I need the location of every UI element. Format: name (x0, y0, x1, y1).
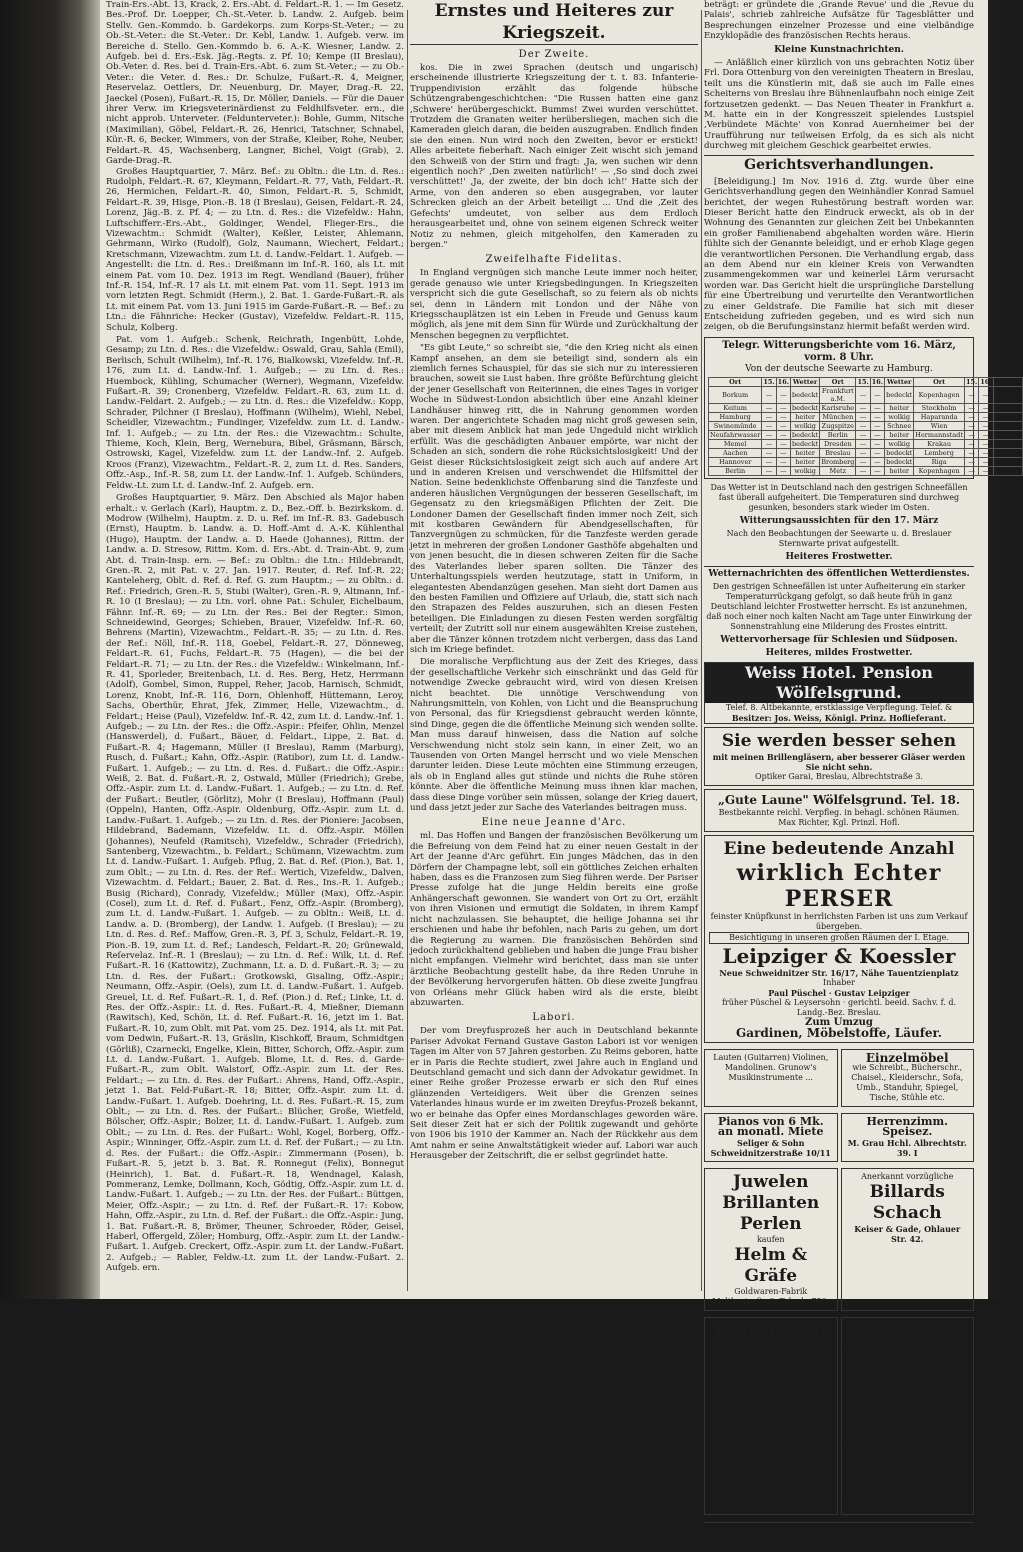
ad-billards-1: Anerkannt vorzügliche (861, 1171, 954, 1181)
weather-cell: bedeckt (994, 421, 1021, 430)
weather-cell: — (776, 466, 790, 475)
ad-einzelmoebel (841, 1049, 975, 1107)
weather-cell: — (856, 421, 870, 430)
weather-cell: Kopenhagen (914, 466, 965, 475)
ad-perser-line-3: feinster Knüpfkunst in herrlichsten Farben ist uns zum Verkauf übergeben. (710, 911, 968, 931)
weather-cell: — (762, 430, 776, 439)
weather-cell: — (870, 457, 884, 466)
column-rule-1 (407, 10, 408, 1291)
forecast-text: Heiteres Frostwetter. (785, 552, 893, 563)
weather-row (709, 403, 1023, 412)
ad-perser-line-1: Eine bedeutende Anzahl (723, 838, 955, 859)
weather-header: Wetter (993, 377, 1022, 386)
weather-header: Ort (709, 377, 762, 386)
weather-row (709, 466, 1023, 475)
weather-cell: Karlsruhe (821, 403, 855, 412)
weather-cell: — (964, 412, 978, 421)
ad-leipziger-goods: Gardinen, Möbelstoffe, Läufer. (736, 1026, 942, 1041)
weather-cell: — (979, 403, 993, 412)
weather-summary: Das Wetter ist in Deutschland nach den gestrigen Schneefällen fast überall aufgeheitert. Die Temperaturen sind durchweg gesunken, besonders stark wieder im Osten. (710, 482, 968, 512)
ad-piano (704, 1113, 838, 1162)
ad-herrenzimmer (841, 1113, 975, 1162)
ad-konkurs (841, 1317, 975, 1515)
weather-cell: — (776, 412, 790, 421)
weather-cell: heiter (885, 466, 914, 475)
ad-leipziger-title: Leipziger & Koessler (722, 943, 956, 968)
ad-haut-3: Dr. Cochs Kühlsalbe (739, 1359, 802, 1384)
weather-table-header (709, 377, 1023, 386)
ad-jewels-4: kaufen (756, 1234, 785, 1244)
ad-einzelmoebel-title: Einzelmöbel (865, 1050, 949, 1065)
column-military-promotions (106, 0, 404, 1276)
weather-cell: Dresden (820, 439, 856, 448)
weather-cell: heiter (790, 448, 819, 457)
ad-haut-2: (auch bei heilenden Wunden) verschwindet sofort durch (711, 1341, 831, 1361)
weather-cell: heiter (885, 403, 914, 412)
promotions-paragraph-2: Großes Hauptquartier, 7. März. Bef.: zu Obltn.: die Ltn. d. Res.: Rudolph, Feldart.-R. 67, Kleymann, Feldart.-R. 77, Vath, Feldart.-R. 26, Hermichen, Feldart.-R. 40, Simon, Feldart.-R. 5, Schmidt, Feldart.-R. 39, Hisge, Pion.-B. 18 (I Breslau), Geisen, Feldart.-R. 24, Lorenz, Jäg.-B. z. Pf. 4; — zu Ltn. d. Res.: die Vizefeldw.: Hahn, Luftschifferr.-Ers.-Abt., Goldinger, Wendel, Flieger-Ers., die Vizewachtm.: Schmidt (Walter), Keßler, Leister, Ahlemann, Gehrmann, Wirko (Rudolf), Golz, Naumann, Wiechert, Feldart.; Kretschmann, Vizewachtm. zum Lt. d. Landw.-Feldart. 1. Aufgeb. — Angestellt: die Ltn. d. Res.: Dreißmann im Inf.-R. 160, als Lt. mit einem Pat. vom 10. Dez. 1913 im Regt. Wendland (Bauer), früher Inf.-R. 154, Inf.-R. 17 als Lt. mit einem Pat. vom 11. Sept. 1913 im vorn letzten Regt. Schmidt (Herm.), 2. Bat. 1. Garde-Fußart.-R. als Lt. mit einem Pat. vom 13. Juni 1915 im Garde-Fußart.-R. — Bef.: zu Ltn.: die Fähnriche: Hecker (Gustav), Vizefeldw. Feldart.-R. 115, Schulz, Kolberg. (106, 166, 404, 333)
ad-jewels-1: Juwelen (733, 1171, 809, 1192)
column-news-ads (704, 0, 1021, 1552)
weather-cell: heiter (993, 430, 1022, 439)
ad-gute-laune (704, 789, 974, 832)
weather-cell: — (964, 430, 978, 439)
weather-cell: Borkum (709, 386, 762, 403)
weather-header: 15. (965, 377, 978, 386)
weather-cell: Stockholm (914, 403, 965, 412)
ad-jewels (704, 1168, 838, 1311)
weather-cell: — (776, 439, 790, 448)
ad-jewels-6: Goldwaren-Fabrik Moltkestraße 6. Teleph. 750. (712, 1286, 830, 1306)
ad-haut-5: sofort Erleichterung. Topf M. 2.—, Tube M. 1.50. (711, 1392, 831, 1412)
weather-service-text: Den gestrigen Schneefällen ist unter Aufheiterung ein starker Temperaturrückgang gefolgt, so daß heute früh in ganz Deutschland leichter Frostwetter herrscht. Es ist anzunehmen, daß noch einer noch kalten Nacht am Tage unter Einwirkung der Sonnenstrahlung eine Milderung des Frostes eintritt. (706, 582, 972, 631)
labori-continuation: beträgt: er gründete die ‚Grande Revue' und die ‚Revue du Palais', schrieb zahlreiche Aufsätze für Tagesblätter und Besprechungen einzelner Prozesse und eine vielbändige Enzyklopädie des französischen Rechts heraus. (704, 0, 974, 42)
weather-cell: — (856, 457, 870, 466)
weather-cell: Riga (914, 457, 965, 466)
weather-cell: — (979, 412, 993, 421)
ad-haut-4: (Antipruritil) (744, 1382, 797, 1392)
ad-hotel (704, 662, 974, 724)
weather-row (709, 386, 1023, 403)
weather-cell: — (979, 430, 993, 439)
weather-cell: Wien (914, 421, 965, 430)
weather-cell: Berlin (709, 466, 762, 475)
weather-header: 16. (871, 377, 884, 386)
weather-cell: — (964, 421, 978, 430)
forecast-source: Nach den Beobachtungen der Seewarte u. d. Breslauer Sternwarte privat aufgestellt. (726, 529, 952, 549)
article-title-fidelitas: Zweifelhafte Fidelitas. (485, 254, 623, 266)
weather-service-region: Wettervorhersage für Schlesien und Südposen. (720, 635, 958, 645)
weather-cell: — (762, 412, 776, 421)
ad-row-3 (704, 1165, 974, 1314)
weather-cell: Schnee (885, 421, 914, 430)
weather-cell: Frankfurt a.M. (820, 386, 856, 403)
ad-lauten: Lauten (Guitarren) Violinen, Mandolinen. Grunow's Musikinstrumente ... (704, 1049, 838, 1107)
weather-cell: — (964, 466, 978, 475)
weather-row (709, 457, 1023, 466)
weather-cell: bedeckt (885, 386, 914, 403)
weather-cell: bedeckt (994, 439, 1021, 448)
weather-cell: — (856, 466, 870, 475)
weather-cell: — (870, 430, 884, 439)
ad-optician-title: Sie werden besser sehen (721, 730, 957, 751)
article-title-der-zweite: Der Zweite. (518, 49, 590, 60)
weather-cell: Aachen (709, 448, 762, 457)
ad-gute-laune-text: Bestbekannte reichl. Verpfleg. in behagl. schönen Räumen. Max Richter, Kgl. Prinzl. Hofl. (718, 807, 960, 827)
ad-billards-3: Schach (872, 1202, 942, 1223)
weather-cell: — (776, 421, 790, 430)
weather-cell: Kopenhagen (914, 386, 965, 403)
weather-cell: — (979, 386, 993, 403)
ad-hotel-title: Weiss Hotel. Pension Wölfelsgrund. (705, 663, 973, 703)
weather-cell: — (856, 403, 870, 412)
weather-cell: bedeckt (993, 386, 1022, 403)
ad-konkurs-title: Konkursverfahren. (865, 1320, 950, 1331)
ad-leipziger-owner-label: Inhaber (823, 977, 855, 987)
weather-cell: wolkig (790, 421, 819, 430)
forecast-title: Witterungsaussichten für den 17. März (739, 515, 939, 526)
column-feuilleton (410, 0, 698, 1164)
ad-leipziger-koessler (704, 835, 974, 1043)
weather-cell: München (820, 412, 856, 421)
weather-cell: Swinemünde (709, 421, 762, 430)
weather-cell: — (870, 403, 884, 412)
art-notes-text: — Anläßlich einer kürzlich von uns gebrachten Notiz über Frl. Dora Ottenburg von den vereinigten Theatern in Breslau, teilt uns die Künstlerin mit, daß sie auch im Falle eines Scheiterns von Breslau ihre Bühnenlaufbahn noch einige Zeit fortzusetzen gedenkt. — Das Neuen Theater in Frankfurt a. M. hatte ein in der Kongresszeit spielendes Lustspiel ‚Verbündete Mächte' von Konrad Auernheimer bei der Uraufführung nur teilweisen Erfolg, da es sich als nicht durchweg mit gleichem Geschick gearbeitet erwies. (704, 58, 974, 152)
weather-cell: — (776, 430, 790, 439)
weather-cell: — (870, 386, 884, 403)
article-der-zweite-text: kos. Die in zwei Sprachen (deutsch und ungarisch) erscheinende illustrierte Kriegszeitung der t. t. 83. Infanterie-Truppendivision erzählt das folgende hübsche Schützengrabengeschichtchen: "Die Russen hatten eine ganz ‚Schwere' herübergeschickt. Bumms! Zwei wurden verschüttet. Trotzdem die Granaten weiter herübersliegen, machen sich die Kameraden gleich daran, die beiden auszugraben. Endlich finden sie den einen. Nun wird noch den Zweiten, bevor er erstickt! Alles arbeitete fieberhaft. Nach einiger Zeit wischt sich jemand den Schweiß von der Stirn und fragt: ‚Ja, wen suchen wir denn eigentlich noch?' ‚Den zweiten natürlich!' — ‚So sind doch zwei verschüttet!' ‚Ja, der zweite, der bin doch ich!' Hatte sich der Arme, von den anderen so eben ausgegraben, vor lauter Schrecken gleich an der Arbeit beteiligt ... Und die ‚Zeit des Gefechts' umdeutet, von selber aus dem Erdloch herausgearbeitet und, ohne von seinem eigenen Schreck weiter Notiz zu nehmen, gleich mitgeholfen, den Kameraden zu bergen." (410, 63, 698, 250)
court-text: [Beleidigung.] Im Nov. 1916 d. Ztg. wurde über eine Gerichtsverhandlung gegen den Weinhändler Konrad Samuel berichtet, der wegen Ruhestörung bestraft worden war. Dieser Bericht hatte den Eindruck erweckt, als ob in der Wohnung des Genannten zur gleichen Zeit bei Unbekannten ein großer Familienabend abgehalten worden wäre. Hierin fühlte sich der Genannte beleidigt, und er erhob Klage gegen die verantwortlichen Personen. Die Verhandlung ergab, dass an dem Abend nur ein kleiner Kreis von Verwandten zusammengekommen war und keinerlei Lärm verursacht worden war. Das Gericht hielt die ursprüngliche Darstellung für eine Übertreibung und verurteilte den Verantwortlichen zu einer Geldstrafe. Die Familie hat sich mit dieser Entscheidung zufrieden gegeben, und es wird sich nun zeigen, ob die Berufungsinstanz hiermit befaßt werden wird. (704, 176, 974, 333)
weather-cell: wolkig (885, 412, 914, 421)
weather-row (709, 421, 1023, 430)
weather-cell: wolkig (885, 439, 914, 448)
ad-hotel-line: Telef. 8. Altbekannte, erstklassige Verpflegung. Telef. & (725, 702, 953, 712)
ad-leipziger-owners: Paul Püschel · Gustav Leipziger (768, 987, 910, 998)
ad-row-4 (704, 1314, 974, 1518)
ad-row-2 (704, 1110, 974, 1165)
article-title-jeanne-darc: Eine neue Jeanne d'Arc. (481, 817, 627, 829)
weather-cell: — (870, 412, 884, 421)
weather-cell: — (964, 386, 978, 403)
ad-piano-firm: Seliger & Sohn Schweidnitzerstraße 10/11 (710, 1137, 831, 1158)
weather-cell: Berlin (820, 430, 856, 439)
weather-cell: Haparanda (914, 412, 965, 421)
weather-cell: — (856, 386, 870, 403)
weather-cell: — (762, 403, 776, 412)
weather-row (709, 430, 1023, 439)
weather-cell: — (979, 439, 993, 448)
ad-gute-laune-title: „Gute Laune" Wölfelsgrund. Tel. 18. (717, 792, 960, 807)
weather-cell: Memel (709, 439, 762, 448)
article-title-labori: Labori. (532, 1012, 576, 1024)
weather-header: 16. (980, 377, 992, 386)
art-notes-title: Kleine Kunstnachrichten. (774, 44, 904, 55)
weather-row (709, 439, 1023, 448)
weather-cell: Neufahrwasser (710, 430, 761, 439)
weather-cell: — (776, 403, 790, 412)
weather-cell: bedeckt (994, 448, 1021, 457)
weather-cell: — (776, 457, 790, 466)
weather-header: Ort (914, 377, 965, 386)
weather-cell: — (870, 439, 884, 448)
weather-cell: — (856, 412, 870, 421)
weather-service-title: Wetternachrichten des öffentlichen Wetterdienstes. (704, 566, 974, 579)
ad-billards-2: Billards (869, 1181, 945, 1202)
ad-optician (704, 727, 974, 786)
weather-header: Wetter (885, 377, 914, 386)
weather-cell: — (870, 421, 884, 430)
weather-cell: — (979, 421, 993, 430)
ad-leipziger-address: Neue Schweidnitzer Str. 16/17, Nähe Tauentzienplatz (719, 967, 959, 978)
weather-cell: — (964, 448, 978, 457)
ad-optician-text: mit meinen Brillengläsern, aber besserer Gläser werden Sie nicht sehn. (712, 751, 966, 772)
weather-cell: — (776, 448, 790, 457)
weather-header: 15. (763, 377, 775, 386)
weather-service-forecast: Heiteres, mildes Frostwetter. (765, 648, 913, 659)
ad-jewels-2: Brillanten (722, 1192, 820, 1213)
ad-jewels-5: Helm & Gräfe (734, 1244, 808, 1286)
court-section-title: Gerichtsverhandlungen. (704, 155, 974, 174)
ad-leipziger-move: Zum Umzug (805, 1016, 873, 1028)
weather-cell: Hamburg (709, 412, 762, 421)
weather-cell: — (964, 439, 978, 448)
weather-cell: bedeckt (994, 457, 1021, 466)
ad-einzelmoebel-text: wie Schreibt., Bücherschr., Chaisel., Kleiderschr., Sofa, Umb., Standuhr, Spiegel, Tische, Stühle etc. (851, 1063, 964, 1103)
weather-cell: — (979, 466, 993, 475)
imprint: Verantwortlich für den politischen Teil: C. R. Richard Doemisch, für den provinziellen und den lokalen Teil: Dr. Franz Bauer, für den Anzeigenteil: W. Kröber. — Druck von Wilh. Gottl. Korn in Breslau. (704, 1522, 974, 1552)
weather-cell: — (979, 457, 993, 466)
ad-herrenzimmer-address: M. Grau Hchl. Albrechtstr. 39. I (847, 1137, 967, 1158)
ad-haut-6: Ratsmonstraapotheke Ring 44. (715, 1412, 827, 1432)
weather-cell: — (856, 439, 870, 448)
ad-optician-address: Optiker Garai, Breslau, Albrechtstraße 3. (755, 771, 923, 781)
weather-cell: Hannover (709, 457, 762, 466)
weather-cell: Breslau (820, 448, 856, 457)
article-labori-text: Der vom Dreyfusprozeß her auch in Deutschland bekannte Pariser Advokat Fernand Gustave Gaston Labori ist vor wenigen Tagen im Alter von 57 Jahren gestorben. Zu Reims geboren, hatte er in Paris die Rechte studiert, zwei Jahre auch in England und Deutschland gemacht und sich dann der Advokatur gewidmet. In einer Reihe großer Prozesse erwarb er sich den Ruf eines glänzenden Verteidigers. Weit über die Grenzen seines Vaterlandes hinaus wurde er im zweiten Dreyfus-Prozeß bekannt, wo er beinahe das Opfer eines Mordanschlages geworden wäre. Seit dieser Zeit hat er sich der Politik zugewandt und gehörte von 1906 bis 1910 der Kammer an. Nach der Rückkehr aus dem Amt nahm er seine Anwaltstätigkeit wieder auf. Labori war auch Herausgeber der Zeitschrift, die er selbst gegründet hatte. (410, 1026, 698, 1162)
weather-cell: Hermannstadt (915, 430, 963, 439)
weather-header: 15. (857, 377, 869, 386)
article-jeanne-darc-text: ml. Das Hoffen und Bangen der französischen Bevölkerung um die Befreiung von dem Feind hat zu einer neuen Gestalt in der Art der Jeanne d'Arc geführt. Ein junges Mädchen, das in den Dörfern der Champagne lebt, soll ein göttliches Zeichen erhalten haben, dass es die Franzosen zum Sieg führen werde. Der Pariser Presse zufolge hat die junge Heldin bereits eine große Anhängerschaft gewonnen. Sie wandert von Ort zu Ort, erzählt von ihren Visionen und ermutigt die Soldaten, in ihrem Kampf nicht nachzulassen. Sie behauptet, die heilige Johanna sei ihr erschienen und habe ihr befohlen, nach Paris zu gehen, um dort die Regierung zu warnen. Die französischen Behörden sind jedoch zurückhaltend geblieben und haben die junge Frau bisher nicht empfangen. Vielmehr wird berichtet, dass man sie unter ärztliche Beobachtung gestellt habe, da ihre Reden Unruhe in der Bevölkerung hervorgerufen hätten. Ob diese zweite Jungfrau von Orléans mehr Glück haben wird als die erste, bleibt abzuwarten. (410, 831, 698, 1008)
weather-cell: Keitum (709, 403, 762, 412)
weather-cell: Schnee (993, 412, 1022, 421)
weather-cell: — (762, 466, 776, 475)
weather-cell: — (762, 386, 776, 403)
ad-herrenzimmer-title: Herrenzimm. Speisez. (866, 1115, 948, 1139)
article-fidelitas-text-3: Die moralische Verpflichtung aus der Zeit des Krieges, dass der gesellschaftliche Verkehr sich einschränkt und das Geld für notwendige Zwecke gebraucht wird, wird von diesen Kreisen nicht beachtet. Die unnötige Verschwendung von Nahrungsmitteln, von Kohlen, von Licht und die Beanspruchung von Personal, das für Kriegsdienst gebraucht werden könnte, sind Dinge, gegen die die öffentliche Meinung sich wenden sollte. Man muss darauf hinweisen, dass die Nation auf solche Verschwendung nicht stolz sein kann, in einer Zeit, wo an Tausenden von Orten Mangel herrscht und wo viele Menschen darunter leiden. Diese Leute möchten eine Stimmung erzeugen, als ob in England alles gut stünde und nichts die Ruhe stören könnte. Aber die öffentliche Meinung muss ihnen klar machen, dass diese Dinge vorüber sein müssen, solange der Krieg dauert, und dass jetzt jeder zur Sache des Vaterlandes beitragen muss. (410, 657, 698, 814)
promotions-paragraph-3: Pat. vom 1. Aufgeb.: Schenk, Reichrath, Ingenbütt, Lohde, Gesamp; zu Ltn. d. Res.: die Vizefeldw.: Oswald, Grau, Sahla (Emil), Berlisch, Schult (Wilhelm), Inf.-R. 176, Bialkowski, Vizefeldw. Inf.-R. 176, zum Lt. d. Landw.-Inf. 1. Aufgeb.; — zu Ltn. d. Res.: Huembock, Kühling, Schumacher (Werner), Wegmann, Vizefeldw. Fußart.-R. 39; Cronenberg, Vizefeldw. Feldart.-R. 63, zum Lt. d. Landw.-Feldart. 2. Aufgeb.; — zu Ltn. d. Res.: die Vizefeldw.: Kopp, Schrader, Pilchner (I Breslau), Hoffmann (Wilhelm), Wiehl, Nebel, Scheidler, Vizewachtm.; Fundinger, Vizefeldw. zum Lt. d. Landw.-Inf. 1. Aufgeb.; — zu Ltn. der Res.: die Vizewachtm.: Schulte, Thieme, Koch, Klein, Berg, Wernebura, Bibel, Gräsmann, Bärsch, Ostrowski, Kagel, Vizefeldw. zum Lt. der Landw.-Inf. 2. Aufgeb. Kroos (Franz), Vizewachtm., Feldart.-R. 2, zum Lt. d. Res. Sanders, Offz.-Asp., Inf.-R. 58, zum Lt. der Landw.-Inf. 1. Aufgeb. Schünders, Feldw.-Lt. zum Lt. d. Landw.-Inf. 2. Aufgeb. ern. (106, 335, 404, 491)
weather-cell: — (776, 386, 790, 403)
ad-perser-line-2: wirklich Echter PERSER (736, 859, 942, 912)
weather-cell: heiter (885, 430, 914, 439)
ad-konkurs-text: In dem Konkursverfahren über den Nachlaß des am 11. Novbr. 1914 zu Hamm verstorbenen Kaufmanns Richard Hennemann ist zur Abnahme der Schlußrechnung des Verwalters, zur Erhebung von Einwendungen gegen das Schlußverzeichnis der bei der Verteilung zu berücksichtigenden Forderungen der Schlußtermin auf den 24. April 1917, vormittags 9 Uhr, vor dem Königlichen Amtsgericht hierselbst bestimmt. (845, 1330, 969, 1510)
weather-cell: bedeckt (791, 430, 819, 439)
ad-leipziger-sub: früher Püschel & Leysersohn · gerichtl. beeid. Sachv. f. d. Landg.-Bez. Breslau. (721, 997, 957, 1017)
weather-cell: — (762, 448, 776, 457)
ad-billards (841, 1168, 975, 1311)
page-right-edge (988, 0, 1000, 1299)
weather-cell: — (870, 466, 884, 475)
weather-cell: bedeckt (790, 386, 819, 403)
ad-piano-text: Pianos von 6 Mk. an monatl. Miete (717, 1115, 824, 1139)
weather-cell: bedeckt (886, 448, 913, 457)
weather-cell: heiter (790, 412, 819, 421)
weather-row (709, 448, 1023, 457)
ad-hotel-owner: Besitzer: Jos. Weiss, Königl. Prinz. Hoflieferant. (731, 712, 947, 723)
weather-cell: — (964, 403, 978, 412)
weather-cell: bedeckt (886, 457, 913, 466)
section-headline: Ernstes und Heiteres zur Kriegszeit. (410, 0, 698, 45)
weather-row (709, 412, 1023, 421)
weather-cell: — (762, 421, 776, 430)
weather-cell: — (870, 448, 884, 457)
weather-cell: heiter (790, 457, 819, 466)
weather-cell: — (856, 448, 870, 457)
promotions-paragraph-4: Großes Hauptquartier, 9. März. Den Abschied als Major haben erhalt.: v. Gerlach (Karl), Hauptm. z. D., Bez.-Off. b. Bezirkskom. d. Modrow (Wilhelm), Hauptm. z. D. u. Ref. im Inf.-R. 83. Gadebusch (Ernst), Hauptm. b. Landw. a. D. Hoff.-Amt d. A.-K. Kühlenthal (Hugo), Hauptm. der Landw. a. D. Haede (Johannes), Rittm. der Landw. a. D. Stresow, Rittm. Kom. d. Ers.-Abt. d. Train-Abt. 9, zum Abt. d. Train-Insp. ern. — Bef.: zu Obltn.: die Ltn.: Hildebrandt, Gren.-R. 2, mit Pat. v. 27. Jan. 1917. Reuter, d. Ref. Inf.-R. 22; Kanteleherg, Oblt. d. Ref. d. Ref. G. zum Hauptm.; — zu Obltn.: d. Ref.: Friedrich, Gren.-R. 5, Stubi (Walter), Gren.-R. 9, Altmann, Inf.-R. 10 (I Breslau); — zu Ltn. vorl. ohne Pat.: Schuler, Eichelbaum, Fähnr. Inf.-R. 69; — zu Ltn. der Res.: Bei der Regter.: Simon, Schneidewind, Georges; Schieben, Brauer, Vizefeldw. Inf.-R. 60, Behrens (Martin), Vizewachtm., Feldart.-R. 35; — zu Ltn. d. Res. der Ref.: Nöll, Inf.-R. 118, Goebel, Feldart.-R. 27, Dönneweg, Feldart.-R. 61, Fuchs, Feldart.-R. 75 (Hagen), — die bei der Feldart.-R. 71; — zu Ltn. der Res.: die Vizefeldw.: Winkelmann, Inf.-R. 41, Sporleder, Breitenbach, Lt. d. Res. Berg, Hetz, Herrmann (Adolf), Gombel, Simon, Ruppel, Reher, Jacob, Harnisch, Schmidt, Lorenz, Knobt, Inf.-R. 116, Dorn, Ohlenhoff, Hüttemann, Leroy, Sachs, Oberthür, Ehrat, Jfek, Zimmer, Helle, Vizewachtm., d. Feldart.; Heise (Paul), Vizefeldw. Inf.-R. 42, zum Lt. d. Landw.-Inf. 1. Aufgeb.; — zu Ltn. der Res.: die Offz.-Aspir.: Pfeifer, Ohlin, Menzel (Hanswerdel), d. Fußart., Bäuer, d. Feldart., Lippe, 2. Bat. d. Fußart.-R. 4; Hagemann, Müller (I Breslau), Ramm (Marburg), Rusch, d. Fußart.; Kahn, Offz.-Aspir. (Ratibor), zum Lt. d. Landw.-Fußart. 1. Aufgeb.; — zu Ltn. d. Res. d. Fußart.: die Offz.-Aspir.: Weiß, 2. Bat. d. Fußart.-R. 2, Ostwald, Müller (Friedrich); Grebe, Offz.-Aspir. zum Lt. d. Landw.-Fußart. 1. Aufgeb.; — zu Ltn. d. Ref. der Fußart.: Beutler, (Görlitz), Mohr (I Breslau), Hoffmann (Paul) (Oppeln), Hanten, Offz.-Aspir. Oldenburg, Offz.-Aspir. zum Lt. d. Landw.-Fußart. 1. Aufgeb.; — zu Ltn. d. Res. der Pioniere: Jacobsen, Hildebrand, Bademann, Vizefeldw. Lt. d. Offz.-Aspir. Möllen (Johannes), Neufeld (Ramitsch), Vizefeldw., Schrader (Friedrich), Santenberg, Vizewachtm., b. Feldart.; Schümann, Vizewachtm. zum Lt. d. Landw.-Fußart. 1. Aufgeb. Pflug, 2. Bat. d. Ref. (Pion.), Bat. 1, zum Oblt.; — zu Ltn. d. Res. der Ref.: Wertich, Vizefeldw., Dalven, Vizewachtm. d. Feldart.; Bauer, 2. Bat. d. Res., Ins.-R. 1. Aufgeb.; Busig (Richard), Conrady, Vizefeldw.; Müller (Max), Offz.-Aspir. (Cosel), zum Lt. d. Ref. d. Fußart., Fenz, Offz.-Aspir. (Bromberg), zum Lt. d. Landw.-Fußart. 1. Aufgeb. — zu Obltn.: Weiß, Lt. d. Landw. a. D. (Bromberg), der Landw. 1. Aufgeb. (I Breslau); — zu Ltn. d. Res. d. Ref.: Maffow, Gren.-R. 3, Pf. 3, Schulz, Feldart.-R. 19, Pion.-B. 19, zum Lt. d. Ref.; Landesch, Feldart.-R. 20; Grünewald, Reſervelaz. Inf.-R. 1 (Breslau); — zu Ltn. d. Ref.: Wilk, Lt. d. Ref. Fußart.-R. 16 (Kattowitz), Zuchmann, Lt. a. D. d. Fußart.-R. 3; — zu Ltn. d. Res. der Fußart.: Grotkowski, Gisaling, Offz.-Aspir.; Neumann, Offz.-Aspir. (Oels), zum Lt. d. Landw.-Fußart. 1. Aufgeb. Greuel, Lt. d. Ref. Fußart.-R. 1, d. Ref. (Pion.) d. Ref.; Linke, Lt. d. Res. der Offz.-Aspir.: Lt. d. Res. Fußart.-R. 4, Mießner, Diemann (Rawitsch), Ked, Schön, Lt. d. Ref. Fußart.-R. 16, jetzt im 1. Bat. Fußart.-R. 10, zum Oblt. mit Pat. vom 25. Dez. 1914, als Lt. mit Pat. vom Dedwin, Fußart.-R. 13, Gräslin, Kischkoff, Braum, Schmidtgen (Görliß), Czarnecki, Engelke, Klein, Bitter, Schorch, Offz.-Aspir. zum Lt. d. Landw.-Fußart. 1. Aufgeb. Blome, Lt. d. Res. d. Garde-Fußart.-R., zum Oblt. Walstorf, Offz.-Aspir. zum Lt. der Res. Feldart.; — zu Ltn. d. Res. der Fußart.: Ahrens, Hand, Offz.-Aspir., jetzt 1. Bat. Feld-Fußart.-R. 18; Bitter, Offz.-Aspir. zum Lt. d. Landw.-Fußart. 1. Aufgeb. Doehring, Lt. d. Res. Fußart.-R. 15, zum Oblt.; — zu Ltn. d. Res. der Fußart.: Blücher, Große, Wietfeld, Bölscher, Offz.-Aspir.; Bolzer, Lt. d. Landw.-Fußart. 1. Aufgeb. zum Oblt.; — zu Ltn. d. Res. der Fußart.: Wohl, Kogel, Borberg, Offz.-Aspir.; Winninger, Offz.-Aspir. zum Lt. d. Ref. der Fußart.; — zu Ltn. d. Res. der Fußart.: die Offz.-Aspir.: Zimmermann (Posen), b. Fußart.-R. 5, jetzt b. 3. Bat. R. Ronnegut (Felix), Bonnegut (Heinrich), 1. Bat. d. Fußart.-R. 18, Wendnagel, Kalash, Pommeranz, Lemke, Dollmann, Koch, Gödtig, Offz.-Aspir. zum Lt. d. Landw.-Fußart. 1. Aufgeb.; — zu Ltn. der Res. der Fußart.: Büttgen, Meier, Offz.-Aspir.; — zu Ltn. d. Ref. der Fußart.-R. 17: Kobow, Hahn, Offz.-Aspir., zu Ltn. d. Ref. der Fußart.: die Offz.-Aspir.: Jung, 1. Bat. Fußart.-R. 8, Brömer, Theuner, Schroeder, Röder, Geisel, Haberl, Offergeld, Zöler; Homburg, Offz.-Aspir. zum Lt. der Landw.-Fußart. 1. Aufgeb. Creckert, Offz.-Aspir. zum Lt. der Landw.-Fußart. 2. Aufgeb.; — Rabler, Feldw.-Lt. zum Lt. der Landw.-Fußart. 2. Aufgeb. ern. (106, 493, 404, 1274)
weather-cell: — (762, 457, 776, 466)
promotions-paragraph-1: Train-Ers.-Abt. 13, Krack, 2. Ers.-Abt. d. Feldart.-R. 1. — Im Gesetz. Bes.-Prof. Dr. Loepper, Ch.-St.-Veter. b. Landw. 2. Aufgeb. beim Stellv. Gen.-Kommdo. b. Gardekorps. zum Korps-St.-Veter.; — zu Ob.-St.-Veter.: die St.-Veter.: Dr. Kebl, Landw. 1. Aufgeb. verw. im Bereiche d. Stello. Gen.-Kommdo b. 6. A.-K. Wiesner, Landw. 2. Aufgeb. bei d. Ers.-Esk. Jäg.-Regts. z. Pf. 10; Kempe (II Breslau), Ob.-Veter. d. Res. bei d. Train-Ers.-Abt. 6. zum St.-Veter.; — zu Ob.-Veter.: die Veter. d. Res.: Dr. Schulze, Fußart.-R. 4, Meigner, Reservelaz. Oettlers, Dr. Neuenburg, Dr. Mayer, Drag.-R. 22, Jaeckel (Posen), Fußart.-R. 15, Dr. Möller, Daniels. — Für die Dauer ihrer Verw. im Kriegsveterinärdienst zu Feldhilfsveter. ern., die nicht approb. Unterveter. (Feldunterveter.): Bohle, Gumm, Nitsche (Maximilian), Göbel, Feldart.-R. 26, Henrici, Tatschner, Schnabel, Kür.-R. 6, Becker, Wimmers, von der Straße, Kleiber, Rohe, Neuber, Feldart.-R. 45, Wachsenberg, Langner, Bichel, Voigt (Grab), 2. Garde-Drag.-R. (106, 0, 404, 167)
weather-header: Wetter (790, 377, 819, 386)
weather-header: Ort (820, 377, 856, 386)
weather-cell: Bromberg (821, 457, 855, 466)
weather-cell: wolkig (790, 466, 819, 475)
book-spine-shadow (0, 0, 100, 1299)
weather-header: 16. (777, 377, 789, 386)
weather-table-body (709, 386, 1023, 475)
weather-cell: bedeckt (791, 403, 819, 412)
weather-cell: — (979, 448, 993, 457)
ad-row-1 (704, 1046, 974, 1110)
ad-perser-line-4: Besichtigung in unseren großen Räumen der I. Etage. (709, 932, 969, 944)
ad-hautjucken (704, 1317, 838, 1515)
article-fidelitas-text-1: In England vergnügen sich manche Leute immer noch heiter, gerade genauso wie unter Kriegsbedingungen. In Kriegszeiten verspricht sich die gute Gesellschaft, so zu feiern als ob nichts sei, denn in Ländern mit London und der Nähe von Kriegsschauplätzen ist ein Leben in Freude und Genuss kaum möglich, als jene mit dem Sinn für Würde und Zurückhaltung der Menschen begegnen zu verpflichtet. (410, 268, 698, 341)
weather-cell: bedeckt (994, 466, 1021, 475)
weather-cell: Lemberg (914, 448, 965, 457)
ad-billards-4: Keiser & Gade, Ohlauer Str. 42. (854, 1223, 961, 1244)
weather-cell: Zugspitze (821, 421, 854, 430)
weather-subtitle: Von der deutsche Seewarte zu Hamburg. (745, 363, 933, 374)
weather-cell: Metz (820, 466, 856, 475)
article-fidelitas-text-2: "Es gibt Leute," so schreibt sie, "die den Krieg nicht als einen Kampf ansehen, an dem sie beteiligt sind, sondern als ein ziemlich fernes Schauspiel, für das sie sich nur zu interessieren brauchen, soweit sie Lust haben. Ihre größte Befürchtung gleicht der jener Gesellschaft von Reiterinnen, die eines Tages in voriger Woche in Südwest-London absichtlich über eine Anzahl kleiner Landhäuser hinweg ritt, die in Nahrung genommen worden waren. Der angerichtete Schaden mag nicht groß gewesen sein, aber mit diesem Anblick hat man jede Ungeduld nicht wirklich erfüllt. Was die geschädigten Anbauer empörte, war nicht der Schaden an sich, sondern die rohe Rücksichtslosigkeit! Und der Geist dieser Rücksichtslosigkeit zeigt sich auch auf andere Art und in anderen Kreisen und verschwendet die Hilfsmittel der Nation. Seine bedenklichste Offenbarung sind die Tanzfeste und anderen häuslichen Vergnügungen der besseren Gesellschaft, im Gegensatz zu den kriegsmäßigen Pflichten der Zeit. Die Londoner Damen der Gesellschaft finden immer noch Zeit, sich mit kostbaren Gewändern für Abendgesellschaften, für Tanzvergnügen zu schmücken, für die Tanzfeste werden gerade jetzt in mehreren der großen Londoner Gasthöfe abgehalten und von jenen besucht, die in diesen schweren Zeiten für die Sache des Vaterlandes lieber sparen sollten. Die Tänzer des Unterhaltungsspiels werden heutzutage, statt in Uniform, in elegantesten Abendanzügen gesehen. Man sieht dort Damen aus den besten Familien und Offiziere auf Urlaub, die, statt sich nach den Strapazen des Feldes auszuruhen, sich an diesen Festen beteiligen. Die Einladungen zu diesen Festen werden sorgfältig verteilt; der Zutritt soll nur einem ausgewählten Kreise zustehen, aber die Tänzer können trotzdem nicht verbergen, dass das Land sich im Kriege befindet. (410, 343, 698, 655)
weather-title: Telegr. Witterungsberichte vom 16. März, vorm. 8 Uhr. (722, 339, 956, 363)
weather-cell: wolkig (993, 403, 1022, 412)
ad-haut-1: Hautjucken (715, 1320, 827, 1341)
weather-table (708, 377, 1023, 476)
weather-cell: — (762, 439, 776, 448)
ad-jewels-3: Perlen (739, 1213, 802, 1234)
weather-cell: bedeckt (791, 439, 819, 448)
weather-cell: Krakau (914, 439, 965, 448)
weather-report (704, 337, 1021, 479)
weather-cell: — (964, 457, 978, 466)
column-rule-2 (701, 10, 702, 1291)
weather-cell: — (856, 430, 870, 439)
